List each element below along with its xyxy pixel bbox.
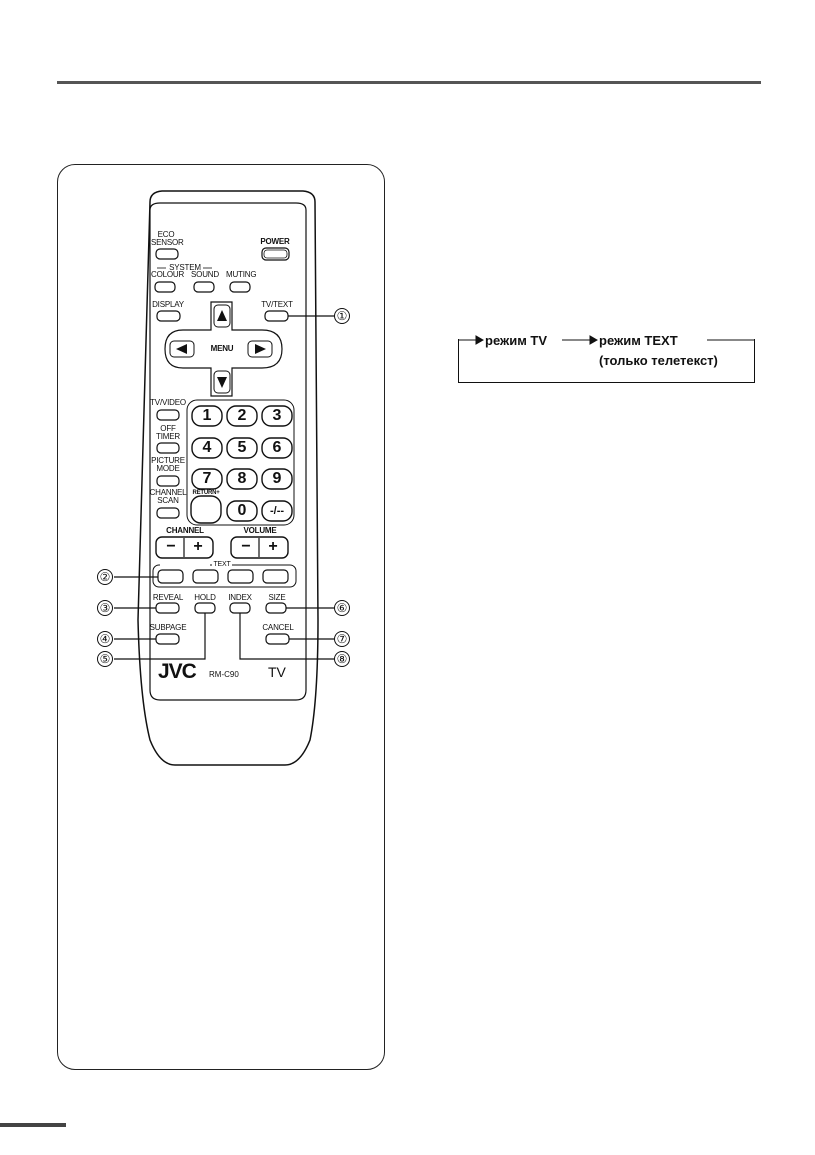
muting-button[interactable] bbox=[230, 282, 250, 292]
size-button[interactable] bbox=[266, 603, 286, 613]
hold-label: HOLD bbox=[194, 593, 216, 602]
off-timer-button[interactable] bbox=[157, 443, 179, 453]
digit-6[interactable]: 6 bbox=[272, 439, 282, 456]
off-timer-label: OFF TIMER bbox=[156, 424, 180, 441]
picture-mode-label: PICTURE MODE bbox=[151, 456, 185, 473]
mode-tv-label: режим TV bbox=[485, 333, 548, 348]
display-button[interactable] bbox=[157, 311, 180, 321]
text-red-button[interactable] bbox=[158, 570, 183, 583]
callout-2: ② bbox=[97, 569, 113, 585]
digit-3[interactable]: 3 bbox=[272, 407, 282, 424]
digit-2[interactable]: 2 bbox=[237, 407, 247, 424]
channel-scan-label: CHANNEL SCAN bbox=[149, 488, 187, 505]
return-plus-label: RETURN+ bbox=[192, 490, 220, 496]
footer-rule bbox=[0, 1123, 66, 1127]
eco-sensor-button[interactable] bbox=[156, 249, 178, 259]
digit-0[interactable]: 0 bbox=[237, 502, 247, 519]
tv-mark-label: TV bbox=[268, 664, 286, 680]
cancel-label: CANCEL bbox=[262, 623, 294, 632]
digit-4[interactable]: 4 bbox=[202, 439, 212, 456]
system-label: SYSTEM bbox=[169, 263, 201, 272]
size-label: SIZE bbox=[268, 593, 286, 602]
callout-8: ⑧ bbox=[334, 651, 350, 667]
display-label: DISPLAY bbox=[152, 300, 184, 309]
power-label: POWER bbox=[260, 237, 290, 246]
digit-9[interactable]: 9 bbox=[272, 470, 282, 487]
sound-label: SOUND bbox=[191, 270, 219, 279]
muting-label: MUTING bbox=[226, 270, 257, 279]
callout-6: ⑥ bbox=[334, 600, 350, 616]
digit-7[interactable]: 7 bbox=[202, 470, 212, 487]
channel-minus[interactable]: − bbox=[166, 538, 176, 555]
menu-label: MENU bbox=[210, 344, 234, 353]
tv-text-button[interactable] bbox=[265, 311, 288, 321]
callout-5: ⑤ bbox=[97, 651, 113, 667]
tv-text-label: TV/TEXT bbox=[261, 300, 293, 309]
subpage-label: SUBPAGE bbox=[149, 623, 187, 632]
tv-video-label: TV/VIDEO bbox=[150, 398, 186, 407]
callout-1: ① bbox=[334, 308, 350, 324]
mode-text-note: (только телетекст) bbox=[599, 353, 718, 368]
digit-5[interactable]: 5 bbox=[237, 439, 247, 456]
index-button[interactable] bbox=[230, 603, 250, 613]
cancel-button[interactable] bbox=[266, 634, 289, 644]
tv-video-button[interactable] bbox=[157, 410, 179, 420]
text-label: TEXT bbox=[213, 561, 231, 568]
jvc-logo: JVC bbox=[158, 660, 196, 683]
subpage-button[interactable] bbox=[156, 634, 179, 644]
callout-7: ⑦ bbox=[334, 631, 350, 647]
colour-button[interactable] bbox=[155, 282, 175, 292]
text-yellow-button[interactable] bbox=[228, 570, 253, 583]
eco-sensor-label: ECO SENSOR bbox=[151, 230, 184, 247]
volume-plus[interactable]: + bbox=[268, 538, 278, 555]
hold-button[interactable] bbox=[195, 603, 215, 613]
text-green-button[interactable] bbox=[193, 570, 218, 583]
colour-label: COLOUR bbox=[151, 270, 185, 279]
digit-8[interactable]: 8 bbox=[237, 470, 247, 487]
reveal-label: REVEAL bbox=[152, 593, 184, 602]
sound-button[interactable] bbox=[194, 282, 214, 292]
channel-scan-button[interactable] bbox=[157, 508, 179, 518]
digit-1[interactable]: 1 bbox=[202, 407, 212, 424]
picture-mode-button[interactable] bbox=[157, 476, 179, 486]
text-blue-button[interactable] bbox=[263, 570, 288, 583]
digit-dash-button[interactable]: -/-- bbox=[269, 505, 285, 517]
channel-plus[interactable]: + bbox=[193, 538, 203, 555]
volume-minus[interactable]: − bbox=[241, 538, 251, 555]
channel-label: CHANNEL bbox=[166, 526, 204, 535]
index-label: INDEX bbox=[228, 593, 252, 602]
callout-3: ③ bbox=[97, 600, 113, 616]
volume-label: VOLUME bbox=[243, 526, 277, 535]
mode-text-label: режим TEXT bbox=[599, 333, 678, 348]
model-label: RM-C90 bbox=[209, 670, 239, 679]
callout-4: ④ bbox=[97, 631, 113, 647]
reveal-button[interactable] bbox=[156, 603, 179, 613]
